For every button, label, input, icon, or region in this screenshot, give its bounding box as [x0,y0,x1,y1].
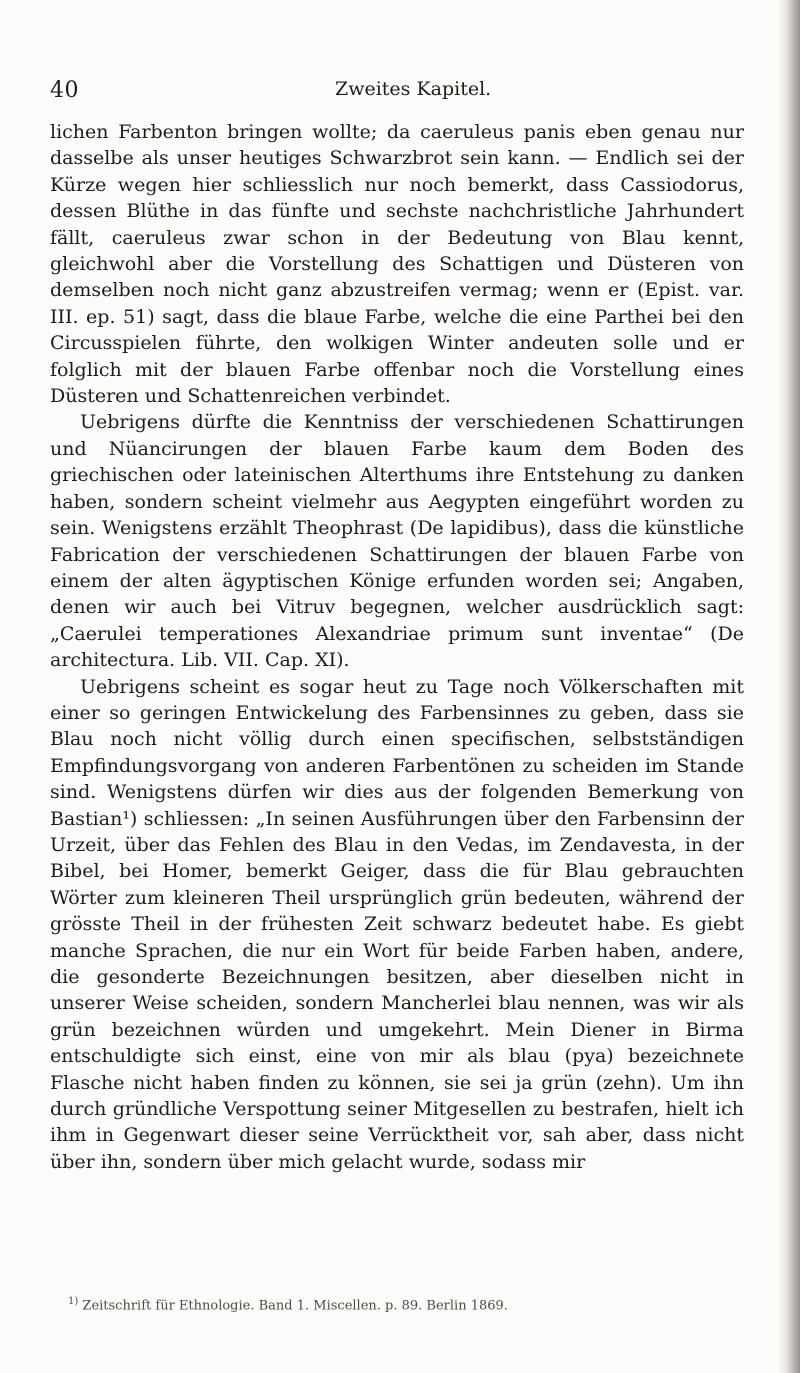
page-edge-shadow [778,0,800,1373]
paragraph-2: Uebrigens dürfte die Kenntniss der verschiedenen Schattirungen und Nüancirungen der blauen Farbe kaum dem Boden des griechischen oder lateinischen Alterthums ihre Entstehung zu danken haben, sondern scheint vielmehr aus Aegypten eingeführt worden zu sein. Wenigstens erzählt Theophrast (De lapidibus), dass die künstliche Fabrication der verschiedenen Schattirungen der blauen Farbe von einem der alten ägyptischen Könige erfunden worden sei; Angaben, denen wir auch bei Vitruv begegnen, welcher ausdrücklich sagt: „Caerulei temperationes Alexandriae primum sunt inventae“ (De architectura. Lib. VII. Cap. XI). [50,411,744,672]
footnote [68,1293,744,1315]
page-number: 40 [50,78,79,103]
paragraph-3: Uebrigens scheint es sogar heut zu Tage noch Völkerschaften mit einer so geringen Entwickelung des Farbensinnes zu geben, dass sie Blau noch nicht völlig durch einen specifischen, selbstständigen Empfindungsvorgang von anderen Farbentönen zu scheiden im Stande sind. Wenigstens dürfen wir dies aus der folgenden Bemerkung von Bastian¹) schliessen: „In seinen Ausführungen über den Farbensinn der Urzeit, über das Fehlen des Blau in den Vedas, im Zendavesta, in der Bibel, bei Homer, bemerkt Geiger, dass die für Blau gebrauchten Wörter zum kleineren Theil ursprünglich grün bedeuten, während der grösste Theil in der frühesten Zeit schwarz bedeutet habe. Es giebt manche Sprachen, die nur ein Wort für beide Farben haben, andere, die gesonderte Bezeichnungen besitzen, aber dieselben nicht in unserer Weise scheiden, sondern Mancherlei blau nennen, was wir als grün bezeichnen würden und umgekehrt. Mein Diener in Birma entschuldigte sich einst, eine von mir als blau (pya) bezeichnete Flasche nicht haben finden zu können, sie sei ja grün (zehn). Um ihn durch gründliche Verspottung seiner Mitgesellen zu bestrafen, hielt ich ihm in Gegenwart dieser seine Verrücktheit vor, sah aber, dass nicht über ihn, sondern über mich gelacht wurde, sodass mir [50,675,744,1173]
footnote-mark: 1) [68,1296,79,1307]
paragraph-1: lichen Farbenton bringen wollte; da caeruleus panis eben genau nur dasselbe als unser heutiges Schwarzbrot sein kann. — Endlich sei der Kürze wegen hier schliesslich nur noch bemerkt, dass Cassiodorus, dessen Blüthe in das fünfte und sechste nachchristliche Jahrhundert fällt, caeruleus zwar schon in der Bedeutung von Blau kennt, gleichwohl aber die Vorstellung des Schattigen und Düsteren von demselben noch nicht ganz abzustreifen vermag; wenn er (Epist. var. III. ep. 51) sagt, dass die blaue Farbe, welche die eine Parthei bei den Circusspielen führte, den wolkigen Winter andeuten solle und er folglich mit der blauen Farbe offenbar noch die Vorstellung eines Düsteren und Schattenreichen verbindet. [50,121,744,408]
page-header [50,78,740,108]
footnote-text: Zeitschrift für Ethnologie. Band 1. Miscellen. p. 89. Berlin 1869. [82,1298,508,1314]
body-text [50,119,744,1175]
running-head: Zweites Kapitel. [335,78,492,100]
